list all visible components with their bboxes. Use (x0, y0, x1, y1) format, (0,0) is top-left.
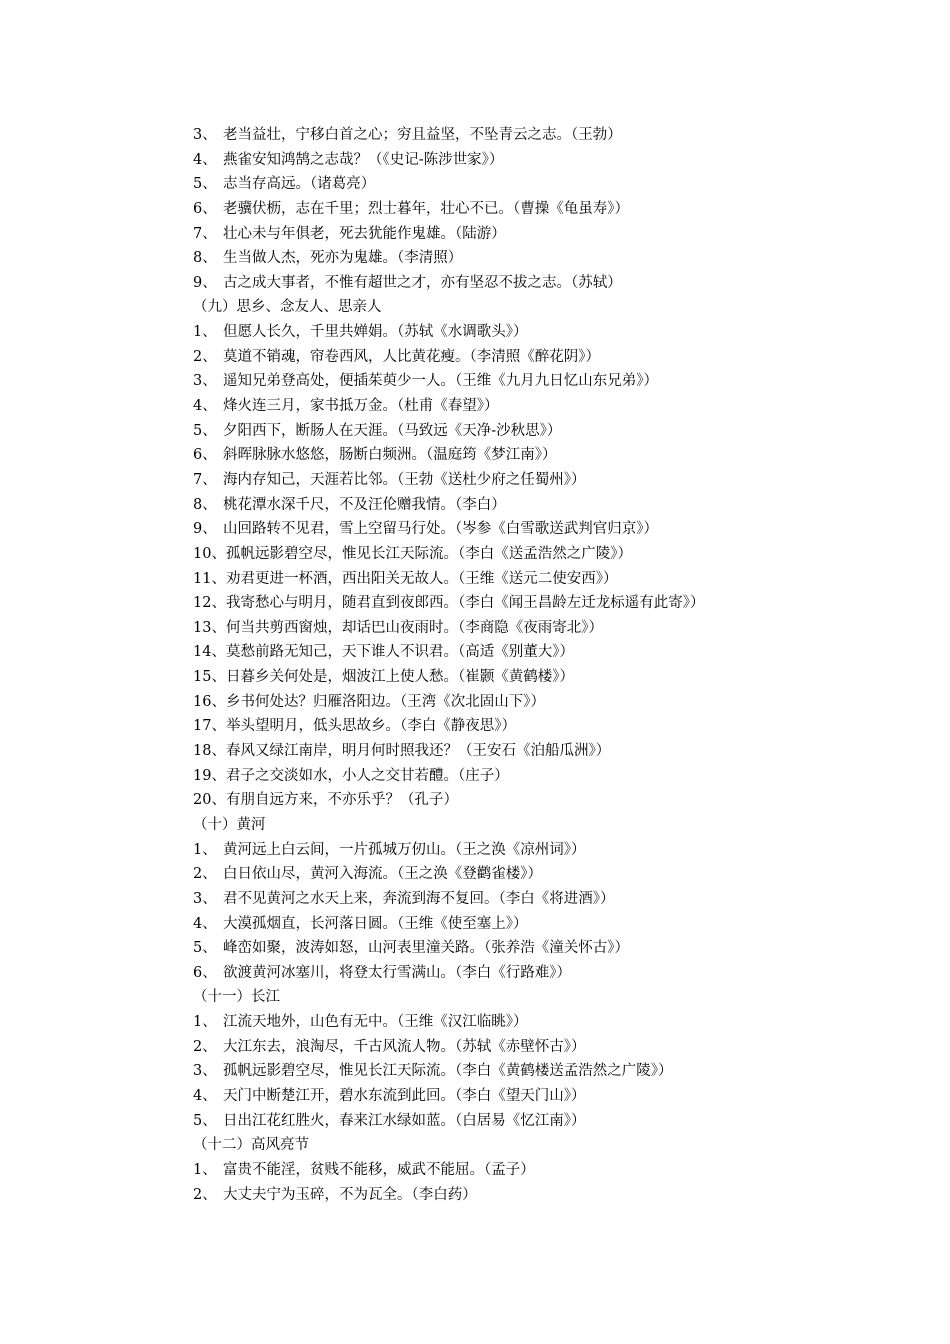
list-item (193, 640, 893, 665)
section-heading-text: （十一）长江 (193, 989, 280, 1006)
item-number: 2、 (193, 1038, 217, 1055)
section-heading (193, 1133, 893, 1158)
list-item (193, 838, 893, 863)
item-number: 2、 (193, 866, 217, 883)
item-text: 君子之交淡如水，小人之交甘若醴。（庄子） (225, 767, 509, 784)
item-number: 4、 (193, 915, 217, 932)
list-item (193, 443, 893, 468)
item-number: 16、 (193, 693, 226, 710)
item-number: 2、 (193, 348, 217, 365)
list-item (193, 123, 893, 148)
item-number: 4、 (193, 151, 217, 168)
item-text: 燕雀安知鸿鹄之志哉？（《史记-陈涉世家》） (223, 151, 504, 168)
item-number: 3、 (193, 127, 217, 143)
item-number: 1、 (193, 841, 217, 858)
item-text: 志当存高远。（诸葛亮） (223, 176, 376, 193)
item-number: 3、 (193, 373, 217, 390)
item-text: 日出江花红胜火，春来江水绿如蓝。（白居易《忆江南》） (223, 1112, 586, 1129)
section-heading (193, 813, 893, 838)
list-item (193, 912, 893, 937)
item-text: 大漠孤烟直，长河落日圆。（王维《使至塞上》） (223, 915, 528, 932)
item-number: 5、 (193, 940, 217, 957)
list-item (193, 714, 893, 739)
list-item (193, 591, 893, 616)
list-item (193, 345, 893, 370)
item-number: 1、 (193, 1014, 217, 1031)
item-text: 大江东去，浪淘尽，千古风流人物。（苏轼《赤壁怀古》） (223, 1038, 586, 1055)
item-text: 但愿人长久，千里共婵娟。（苏轼《水调歌头》） (223, 324, 528, 341)
item-text: 富贵不能淫，贫贱不能移，威武不能屈。（孟子） (223, 1161, 535, 1178)
item-number: 7、 (193, 471, 217, 488)
list-item (193, 862, 893, 887)
item-text: 劝君更进一杯酒，西出阳关无故人。（王维《送元二使安西》） (225, 570, 618, 587)
section-heading (193, 295, 893, 320)
item-number: 18、 (193, 743, 226, 760)
item-text: 有朋自远方来，不亦乐乎？（孔子） (225, 792, 458, 809)
item-text: 日暮乡关何处是，烟波江上使人愁。（崔颢《黄鹤楼》） (225, 669, 574, 686)
section-heading-text: （十）黄河 (193, 816, 266, 833)
list-item (193, 887, 893, 912)
item-text: 老骥伏枥，志在千里；烈士暮年，壮心不已。（曹操《龟虽寿》） (223, 200, 629, 217)
item-text: 斜晖脉脉水悠悠，肠断白频洲。（温庭筠《梦江南》） (223, 447, 557, 464)
list-item (193, 690, 893, 715)
item-number: 1、 (193, 1161, 217, 1178)
list-item (193, 246, 893, 271)
section-heading (193, 985, 893, 1010)
item-text: 江流天地外，山色有无中。（王维《汉江临眺》） (223, 1014, 528, 1031)
list-item (193, 493, 893, 518)
list-item (193, 1035, 893, 1060)
section-heading-text: （十二）高风亮节 (193, 1137, 309, 1154)
item-number: 12、 (193, 595, 226, 612)
item-text: 大丈夫宁为玉碎，不为瓦全。（李白药） (223, 1186, 477, 1203)
list-item (193, 542, 893, 567)
list-item (193, 320, 893, 345)
item-text: 莫愁前路无知己，天下谁人不识君。（高适《别董大》） (225, 644, 574, 661)
item-number: 15、 (193, 669, 226, 686)
list-item (193, 271, 893, 296)
item-number: 2、 (193, 1186, 217, 1203)
item-text: 春风又绿江南岸，明月何时照我还？（王安石《泊船瓜洲》） (225, 743, 611, 760)
item-number: 10、 (193, 545, 226, 562)
item-text: 夕阳西下，断肠人在天涯。（马致远《天净-沙秋思》） (223, 422, 562, 439)
list-item (193, 739, 893, 764)
item-text: 孤帆远影碧空尽，惟见长江天际流。（李白《黄鹤楼送孟浩然之广陵》） (223, 1063, 673, 1080)
item-number: 11、 (193, 570, 226, 587)
item-text: 烽火连三月，家书抵万金。（杜甫《春望》） (223, 398, 499, 415)
item-number: 5、 (193, 422, 217, 439)
item-text: 老当益壮，宁移白首之心；穷且益坚，不坠青云之志。（王勃） (223, 127, 622, 143)
item-number: 5、 (193, 176, 217, 193)
list-item (193, 1059, 893, 1084)
item-text: 莫道不销魂，帘卷西风，人比黄花瘦。（李清照《醉花阴》） (223, 348, 600, 365)
list-item (193, 172, 893, 197)
item-text: 生当做人杰，死亦为鬼雄。（李清照） (223, 250, 463, 267)
item-text: 海内存知己，天涯若比邻。（王勃《送杜少府之任蜀州》） (223, 471, 586, 488)
section-heading-text: （九）思乡、念友人、思亲人 (193, 299, 382, 316)
list-item (193, 394, 893, 419)
item-number: 6、 (193, 964, 217, 981)
document-body (193, 123, 893, 1207)
item-number: 4、 (193, 398, 217, 415)
list-item (193, 788, 893, 813)
item-number: 8、 (193, 250, 217, 267)
item-number: 4、 (193, 1087, 217, 1104)
list-item (193, 222, 893, 247)
item-text: 我寄愁心与明月，随君直到夜郎西。（李白《闻王昌龄左迁龙标遥有此寄》） (225, 595, 705, 612)
item-text: 古之成大事者，不惟有超世之才，亦有坚忍不拔之志。（苏轼） (223, 274, 622, 291)
item-text: 桃花潭水深千尺，不及汪伦赠我情。（李白） (223, 496, 506, 513)
item-text: 举头望明月，低头思故乡。（李白《静夜思》） (225, 718, 516, 735)
item-number: 5、 (193, 1112, 217, 1129)
item-number: 13、 (193, 619, 226, 636)
item-number: 17、 (193, 718, 226, 735)
list-item (193, 616, 893, 641)
list-item (193, 197, 893, 222)
item-text: 山回路转不见君，雪上空留马行处。（岑参《白雪歌送武判官归京》） (223, 521, 658, 538)
item-number: 6、 (193, 447, 217, 464)
list-item (193, 468, 893, 493)
list-item (193, 369, 893, 394)
item-number: 9、 (193, 274, 217, 291)
list-item (193, 961, 893, 986)
list-item (193, 665, 893, 690)
item-text: 君不见黄河之水天上来，奔流到海不复回。（李白《将进酒》） (223, 890, 615, 907)
item-text: 遥知兄弟登高处，便插茱萸少一人。（王维《九月九日忆山东兄弟》） (223, 373, 658, 390)
item-text: 何当共剪西窗烛，却话巴山夜雨时。（李商隐《夜雨寄北》） (225, 619, 603, 636)
item-text: 孤帆远影碧空尽，惟见长江天际流。（李白《送孟浩然之广陵》） (225, 545, 632, 562)
item-number: 14、 (193, 644, 226, 661)
list-item (193, 764, 893, 789)
item-text: 壮心未与年俱老，死去犹能作鬼雄。（陆游） (223, 225, 506, 242)
list-item (193, 419, 893, 444)
list-item (193, 517, 893, 542)
item-number: 3、 (193, 890, 217, 907)
item-text: 峰峦如聚，波涛如怒，山河表里潼关路。（张养浩《潼关怀古》） (223, 940, 629, 957)
list-item (193, 1183, 893, 1208)
list-item (193, 1109, 893, 1134)
item-number: 7、 (193, 225, 217, 242)
item-number: 19、 (193, 767, 226, 784)
item-number: 9、 (193, 521, 217, 538)
list-item (193, 1010, 893, 1035)
list-item (193, 148, 893, 173)
list-item (193, 1084, 893, 1109)
item-number: 1、 (193, 324, 217, 341)
item-text: 欲渡黄河冰塞川，将登太行雪满山。（李白《行路难》） (223, 964, 571, 981)
item-text: 天门中断楚江开，碧水东流到此回。（李白《望天门山》） (223, 1087, 586, 1104)
item-number: 8、 (193, 496, 217, 513)
item-text: 黄河远上白云间，一片孤城万仞山。（王之涣《凉州词》） (223, 841, 586, 858)
list-item (193, 567, 893, 592)
item-text: 乡书何处达？归雁洛阳边。（王湾《次北固山下》） (225, 693, 545, 710)
item-number: 3、 (193, 1063, 217, 1080)
item-number: 20、 (193, 792, 226, 809)
list-item (193, 1158, 893, 1183)
item-number: 6、 (193, 200, 217, 217)
list-item (193, 936, 893, 961)
item-text: 白日依山尽，黄河入海流。（王之涣《登鹳雀楼》） (223, 866, 542, 883)
